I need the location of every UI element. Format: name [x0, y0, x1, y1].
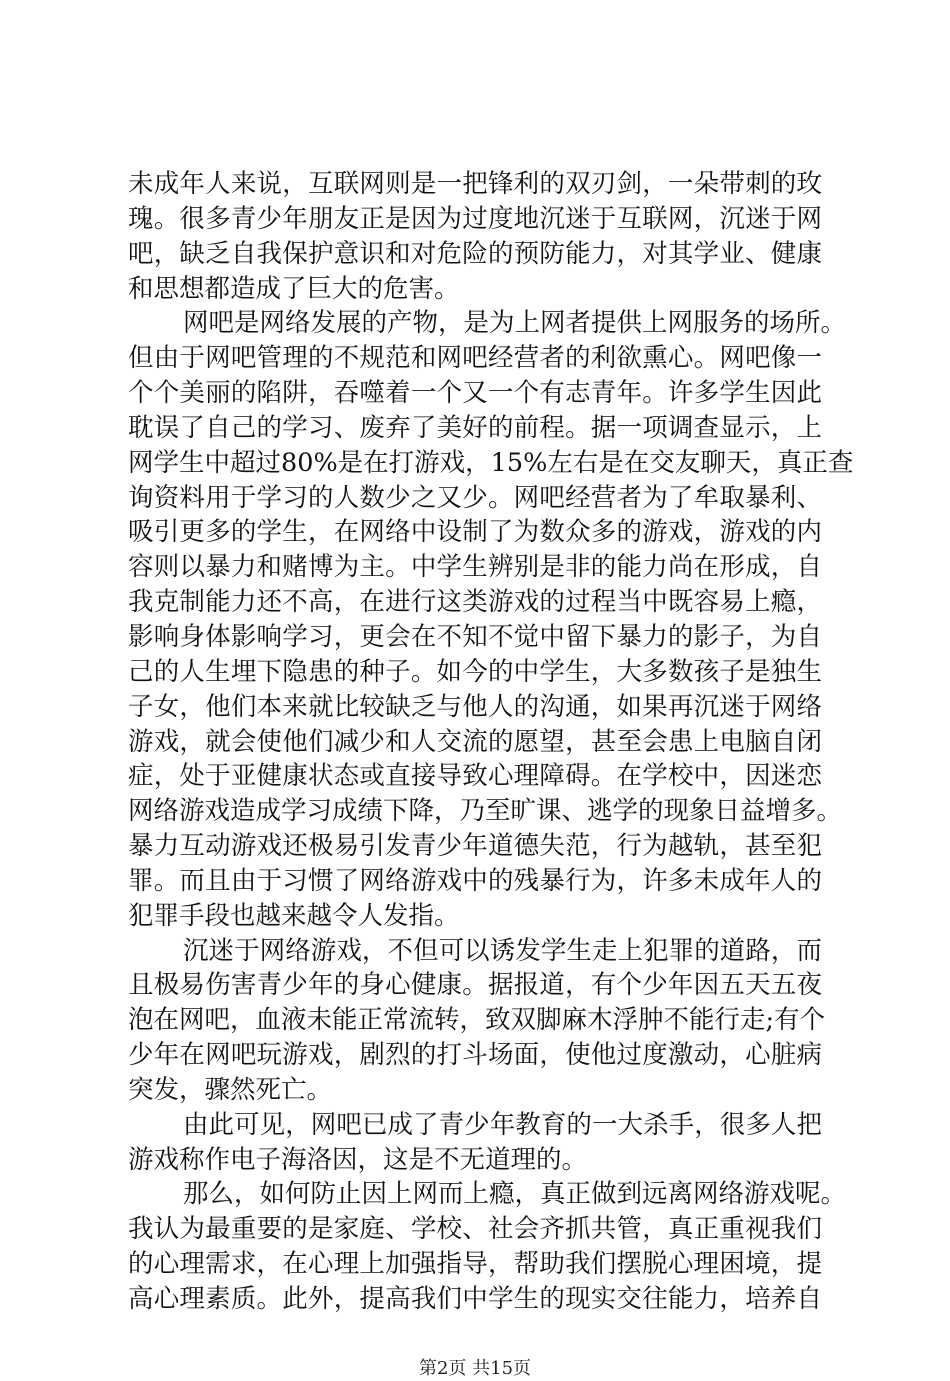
text-line: 容则以暴力和赌博为主。中学生辨别是非的能力尚在形成，自	[128, 552, 822, 583]
text-line: 个个美丽的陷阱，吞噬着一个又一个有志青年。许多学生因此	[128, 378, 822, 409]
text-line: 我克制能力还不高，在进行这类游戏的过程当中既容易上瘾，	[128, 587, 822, 618]
text-line: 犯罪手段也越来越令人发指。	[128, 900, 460, 931]
text-line: 网学生中超过80%是在打游戏，15%左右是在交友聊天，真正查	[128, 447, 854, 478]
text-line: 瑰。很多青少年朋友正是因为过度地沉迷于互联网，沉迷于网	[128, 203, 822, 234]
text-line: 和思想都造成了巨大的危害。	[128, 273, 460, 304]
paragraph	[128, 1108, 822, 1178]
text-line: 网吧是网络发展的产物，是为上网者提供上网服务的场所。	[183, 308, 847, 339]
text-line: 影响身体影响学习，更会在不知不觉中留下暴力的影子，为自	[128, 621, 822, 652]
paragraph	[128, 306, 854, 933]
paragraph	[128, 934, 826, 1108]
text-line: 我认为最重要的是家庭、学校、社会齐抓共管，真正重视我们	[128, 1214, 822, 1245]
text-line: 但由于网吧管理的不规范和网吧经营者的利欲熏心。网吧像一	[128, 343, 822, 374]
text-line: 吧，缺乏自我保护意识和对危险的预防能力，对其学业、健康	[128, 238, 822, 269]
text-line: 症，处于亚健康状态或直接导致心理障碍。在学校中，因迷恋	[128, 761, 822, 792]
text-line: 沉迷于网络游戏，不但可以诱发学生走上犯罪的道路，而	[183, 935, 822, 966]
text-line: 网络游戏造成学习成绩下降，乃至旷课、逃学的现象日益增多。	[128, 796, 843, 827]
text-line: 泡在网吧，血液未能正常流转，致双脚麻木浮肿不能行走;有个	[128, 1005, 826, 1036]
text-line: 游戏称作电子海洛因，这是不无道理的。	[128, 1144, 588, 1175]
text-line: 暴力互动游戏还极易引发青少年道德失范，行为越轨，甚至犯	[128, 831, 822, 862]
text-line: 的心理需求，在心理上加强指导，帮助我们摆脱心理困境，提	[128, 1249, 822, 1280]
text-line: 子女，他们本来就比较缺乏与他人的沟通，如果再沉迷于网络	[128, 691, 822, 722]
text-line: 耽误了自己的学习、废弃了美好的前程。据一项调查显示，上	[128, 412, 822, 443]
text-line: 罪。而且由于习惯了网络游戏中的残暴行为，许多未成年人的	[128, 865, 822, 896]
text-line: 突发，骤然死亡。	[128, 1074, 333, 1105]
text-line: 己的人生埋下隐患的种子。如今的中学生，大多数孩子是独生	[128, 656, 822, 687]
text-line: 询资料用于学习的人数少之又少。网吧经营者为了牟取暴利、	[128, 482, 822, 513]
text-line: 吸引更多的学生，在网络中设制了为数众多的游戏，游戏的内	[128, 517, 822, 548]
text-line: 且极易伤害青少年的身心健康。据报道，有个少年因五天五夜	[128, 970, 822, 1001]
page-footer: 第2页 共15页	[418, 1358, 532, 1379]
text-line: 由此可见，网吧已成了青少年教育的一大杀手，很多人把	[183, 1109, 822, 1140]
paragraph	[128, 167, 822, 306]
paragraph	[128, 1177, 847, 1316]
text-line: 少年在网吧玩游戏，剧烈的打斗场面，使他过度激动，心脏病	[128, 1040, 822, 1071]
text-line: 未成年人来说，互联网则是一把锋利的双刃剑，一朵带刺的玫	[128, 169, 822, 199]
text-line: 游戏，就会使他们减少和人交流的愿望，甚至会患上电脑自闭	[128, 726, 822, 757]
text-line: 那么，如何防止因上网而上瘾，真正做到远离网络游戏呢。	[183, 1179, 847, 1210]
text-line: 高心理素质。此外，提高我们中学生的现实交往能力，培养自	[128, 1284, 822, 1314]
document-body	[128, 167, 854, 1317]
